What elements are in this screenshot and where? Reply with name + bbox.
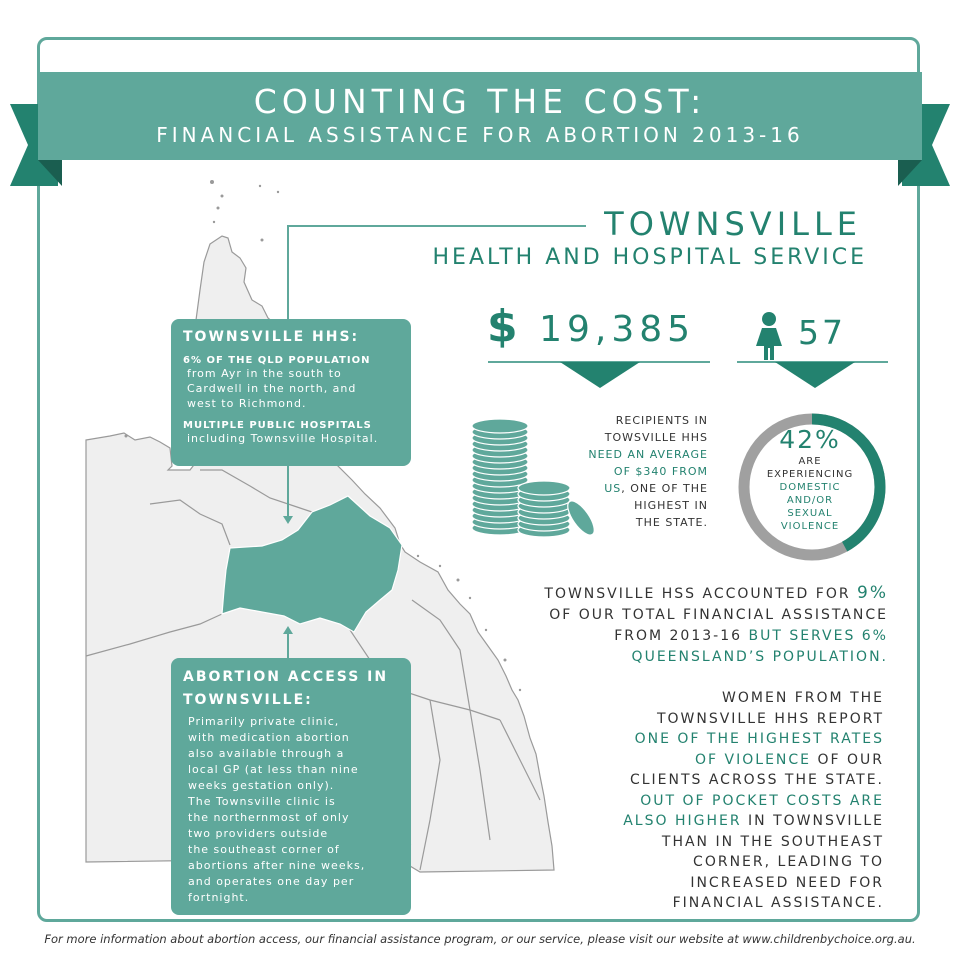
recipients-span: , ONE OF THE — [621, 482, 708, 495]
recipients-highlight: US — [604, 482, 622, 495]
accounted-highlight: 9% — [857, 583, 888, 603]
accounted-line: OF OUR TOTAL FINANCIAL ASSISTANCE — [549, 607, 888, 623]
footer-text: For more information about abortion access, our financial assistance program, or our service, please visit our website at www.childrenbychoice.org.au. — [44, 932, 916, 946]
callout-text: also available through a — [188, 747, 345, 760]
women-text — [560, 688, 884, 914]
recipients-line: HIGHEST IN — [634, 499, 708, 512]
page-title: COUNTING THE COST: — [253, 82, 707, 121]
donut-label — [762, 425, 858, 533]
callout-text: with medication abortion — [188, 731, 350, 744]
accounted-line — [520, 626, 888, 647]
recipients-line: THE STATE. — [635, 516, 708, 529]
woman-icon — [752, 312, 786, 360]
callout-heading: ABORTION ACCESS IN — [183, 669, 389, 685]
callout-text: fortnight. — [188, 891, 250, 904]
women-line: THAN IN THE SOUTHEAST — [661, 833, 884, 850]
callout-text: abortions after nine weeks, — [188, 859, 366, 872]
recipients-line-highlight: NEED AN AVERAGE — [588, 448, 708, 461]
women-line: WOMEN FROM THE — [722, 690, 884, 706]
recipients-text — [560, 412, 708, 531]
donut-line: EXPERIENCING — [766, 469, 854, 480]
callout-text: west to Richmond. — [187, 397, 307, 410]
women-line-highlight: OUT OF POCKET COSTS ARE — [640, 792, 884, 809]
recipients-line: RECIPIENTS IN — [615, 414, 708, 427]
recipients-line: TOWSVILLE HHS — [604, 431, 708, 444]
callout-subheading: MULTIPLE PUBLIC HOSPITALS — [183, 420, 372, 431]
callout-text: Cardwell in the north, and — [187, 382, 357, 395]
money-value: 19,385 — [539, 309, 696, 350]
donut-line-highlight: SEXUAL — [787, 508, 833, 519]
callout-heading: TOWNSVILLE: — [183, 692, 313, 708]
accounted-text — [520, 583, 888, 668]
recipients-line-highlight: OF $340 FROM — [613, 465, 708, 478]
women-line: INCREASED NEED FOR — [690, 874, 884, 891]
callout-heading: TOWNSVILLE HHS: — [183, 329, 360, 345]
donut-percent: 42% — [779, 425, 841, 454]
callout-text: two providers outside — [188, 827, 329, 840]
recipients-pointer — [775, 362, 855, 390]
callout-subheading: 6% OF THE QLD POPULATION — [183, 355, 371, 366]
donut-line: ARE — [798, 456, 822, 467]
women-line: TOWNSVILLE HHS REPORT — [656, 710, 884, 727]
accounted-line — [520, 583, 888, 605]
callout-text: Primarily private clinic, — [188, 715, 340, 728]
callout-text: The Townsville clinic is — [188, 795, 336, 808]
money-stat — [487, 301, 695, 352]
women-line: FINANCIAL ASSISTANCE. — [672, 895, 884, 911]
recipients-line — [560, 480, 708, 497]
women-line — [560, 811, 884, 832]
women-span: IN TOWNSVILLE — [741, 813, 884, 829]
money-pointer — [560, 362, 640, 390]
women-line — [560, 750, 884, 771]
women-line: CORNER, LEADING TO — [693, 854, 884, 870]
accounted-span: TOWNSVILLE HSS ACCOUNTED FOR — [544, 586, 858, 602]
donut-line-highlight: AND/OR — [786, 495, 834, 506]
recipients-stat: 57 — [798, 313, 846, 352]
accounted-line-highlight: QUEENSLAND’S POPULATION. — [631, 649, 888, 665]
women-line: CLIENTS ACROSS THE STATE. — [629, 772, 884, 788]
women-highlight: OF VIOLENCE — [695, 751, 812, 768]
region-subtitle: HEALTH AND HOSPITAL SERVICE — [432, 245, 867, 270]
dollar-icon: $ — [487, 301, 523, 352]
accounted-span: FROM 2013-16 — [614, 628, 749, 644]
callout-townsville-hhs — [171, 319, 411, 466]
women-span: OF OUR — [811, 751, 884, 768]
callout-text: from Ayr in the south to — [187, 367, 342, 380]
women-line-highlight: ONE OF THE HIGHEST RATES — [634, 731, 884, 747]
callout-text: the northernmost of only — [188, 811, 350, 824]
women-highlight: ALSO HIGHER — [623, 813, 742, 829]
callout-text: weeks gestation only). — [188, 779, 335, 792]
region-title: TOWNSVILLE — [604, 205, 862, 243]
donut-line-highlight: VIOLENCE — [780, 521, 840, 532]
callout-text: and operates one day per — [188, 875, 355, 888]
accounted-highlight: BUT SERVES 6% — [748, 628, 888, 644]
callout-abortion-access — [171, 658, 411, 915]
donut-line-highlight: DOMESTIC — [779, 482, 841, 493]
callout-text: the southeast corner of — [188, 843, 340, 856]
callout-text: local GP (at less than nine — [188, 763, 359, 776]
callout-text: including Townsville Hospital. — [187, 432, 379, 445]
page-subtitle: FINANCIAL ASSISTANCE FOR ABORTION 2013-16 — [156, 123, 804, 147]
